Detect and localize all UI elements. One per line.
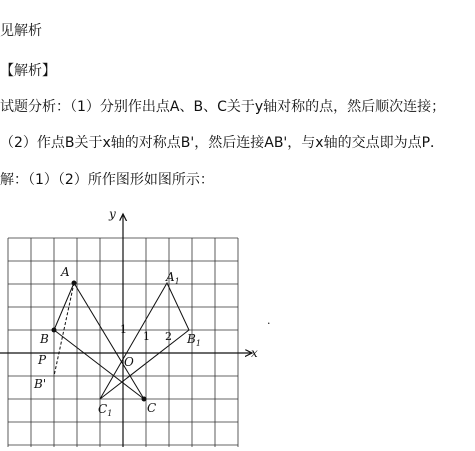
point-b-label: B xyxy=(40,332,49,346)
point-a-label: A xyxy=(61,265,70,279)
solution-line: 解：（1）（2）所作图形如图所示： xyxy=(0,172,214,188)
point-c1-label: $C_1$ xyxy=(98,402,113,418)
tick-x2-label: 2 xyxy=(165,330,172,343)
coordinate-figure xyxy=(0,200,475,451)
tick-y1-label: 1 xyxy=(120,323,127,336)
triangle-abc xyxy=(54,283,144,399)
answer-heading: 见解析 xyxy=(0,23,42,39)
analysis-step-2: （2）作点B关于x轴的对称点B'，然后连接AB'，与x轴的交点即为点P． xyxy=(0,135,445,151)
point-b1-label: $B_1$ xyxy=(187,332,201,348)
point-a-dot xyxy=(72,281,77,286)
origin-label: O xyxy=(124,355,134,369)
stray-dot: . xyxy=(267,314,271,327)
y-axis-label: y xyxy=(109,207,116,221)
x-axis-label: x xyxy=(251,346,258,360)
dashed-ab-prime xyxy=(54,283,74,376)
point-b-dot xyxy=(52,328,57,333)
analysis-step-1: 试题分析：（1）分别作出点A、B、C关于y轴对称的点，然后顺次连接； xyxy=(0,99,446,115)
analysis-heading: 【解析】 xyxy=(0,63,56,79)
tick-x1-label: 1 xyxy=(143,330,150,343)
point-b-prime-label: B' xyxy=(34,377,47,391)
point-p-label: P xyxy=(38,353,47,367)
point-a1-label: $A_1$ xyxy=(166,270,180,286)
point-c-label: C xyxy=(147,401,157,415)
point-c-dot xyxy=(142,397,147,402)
